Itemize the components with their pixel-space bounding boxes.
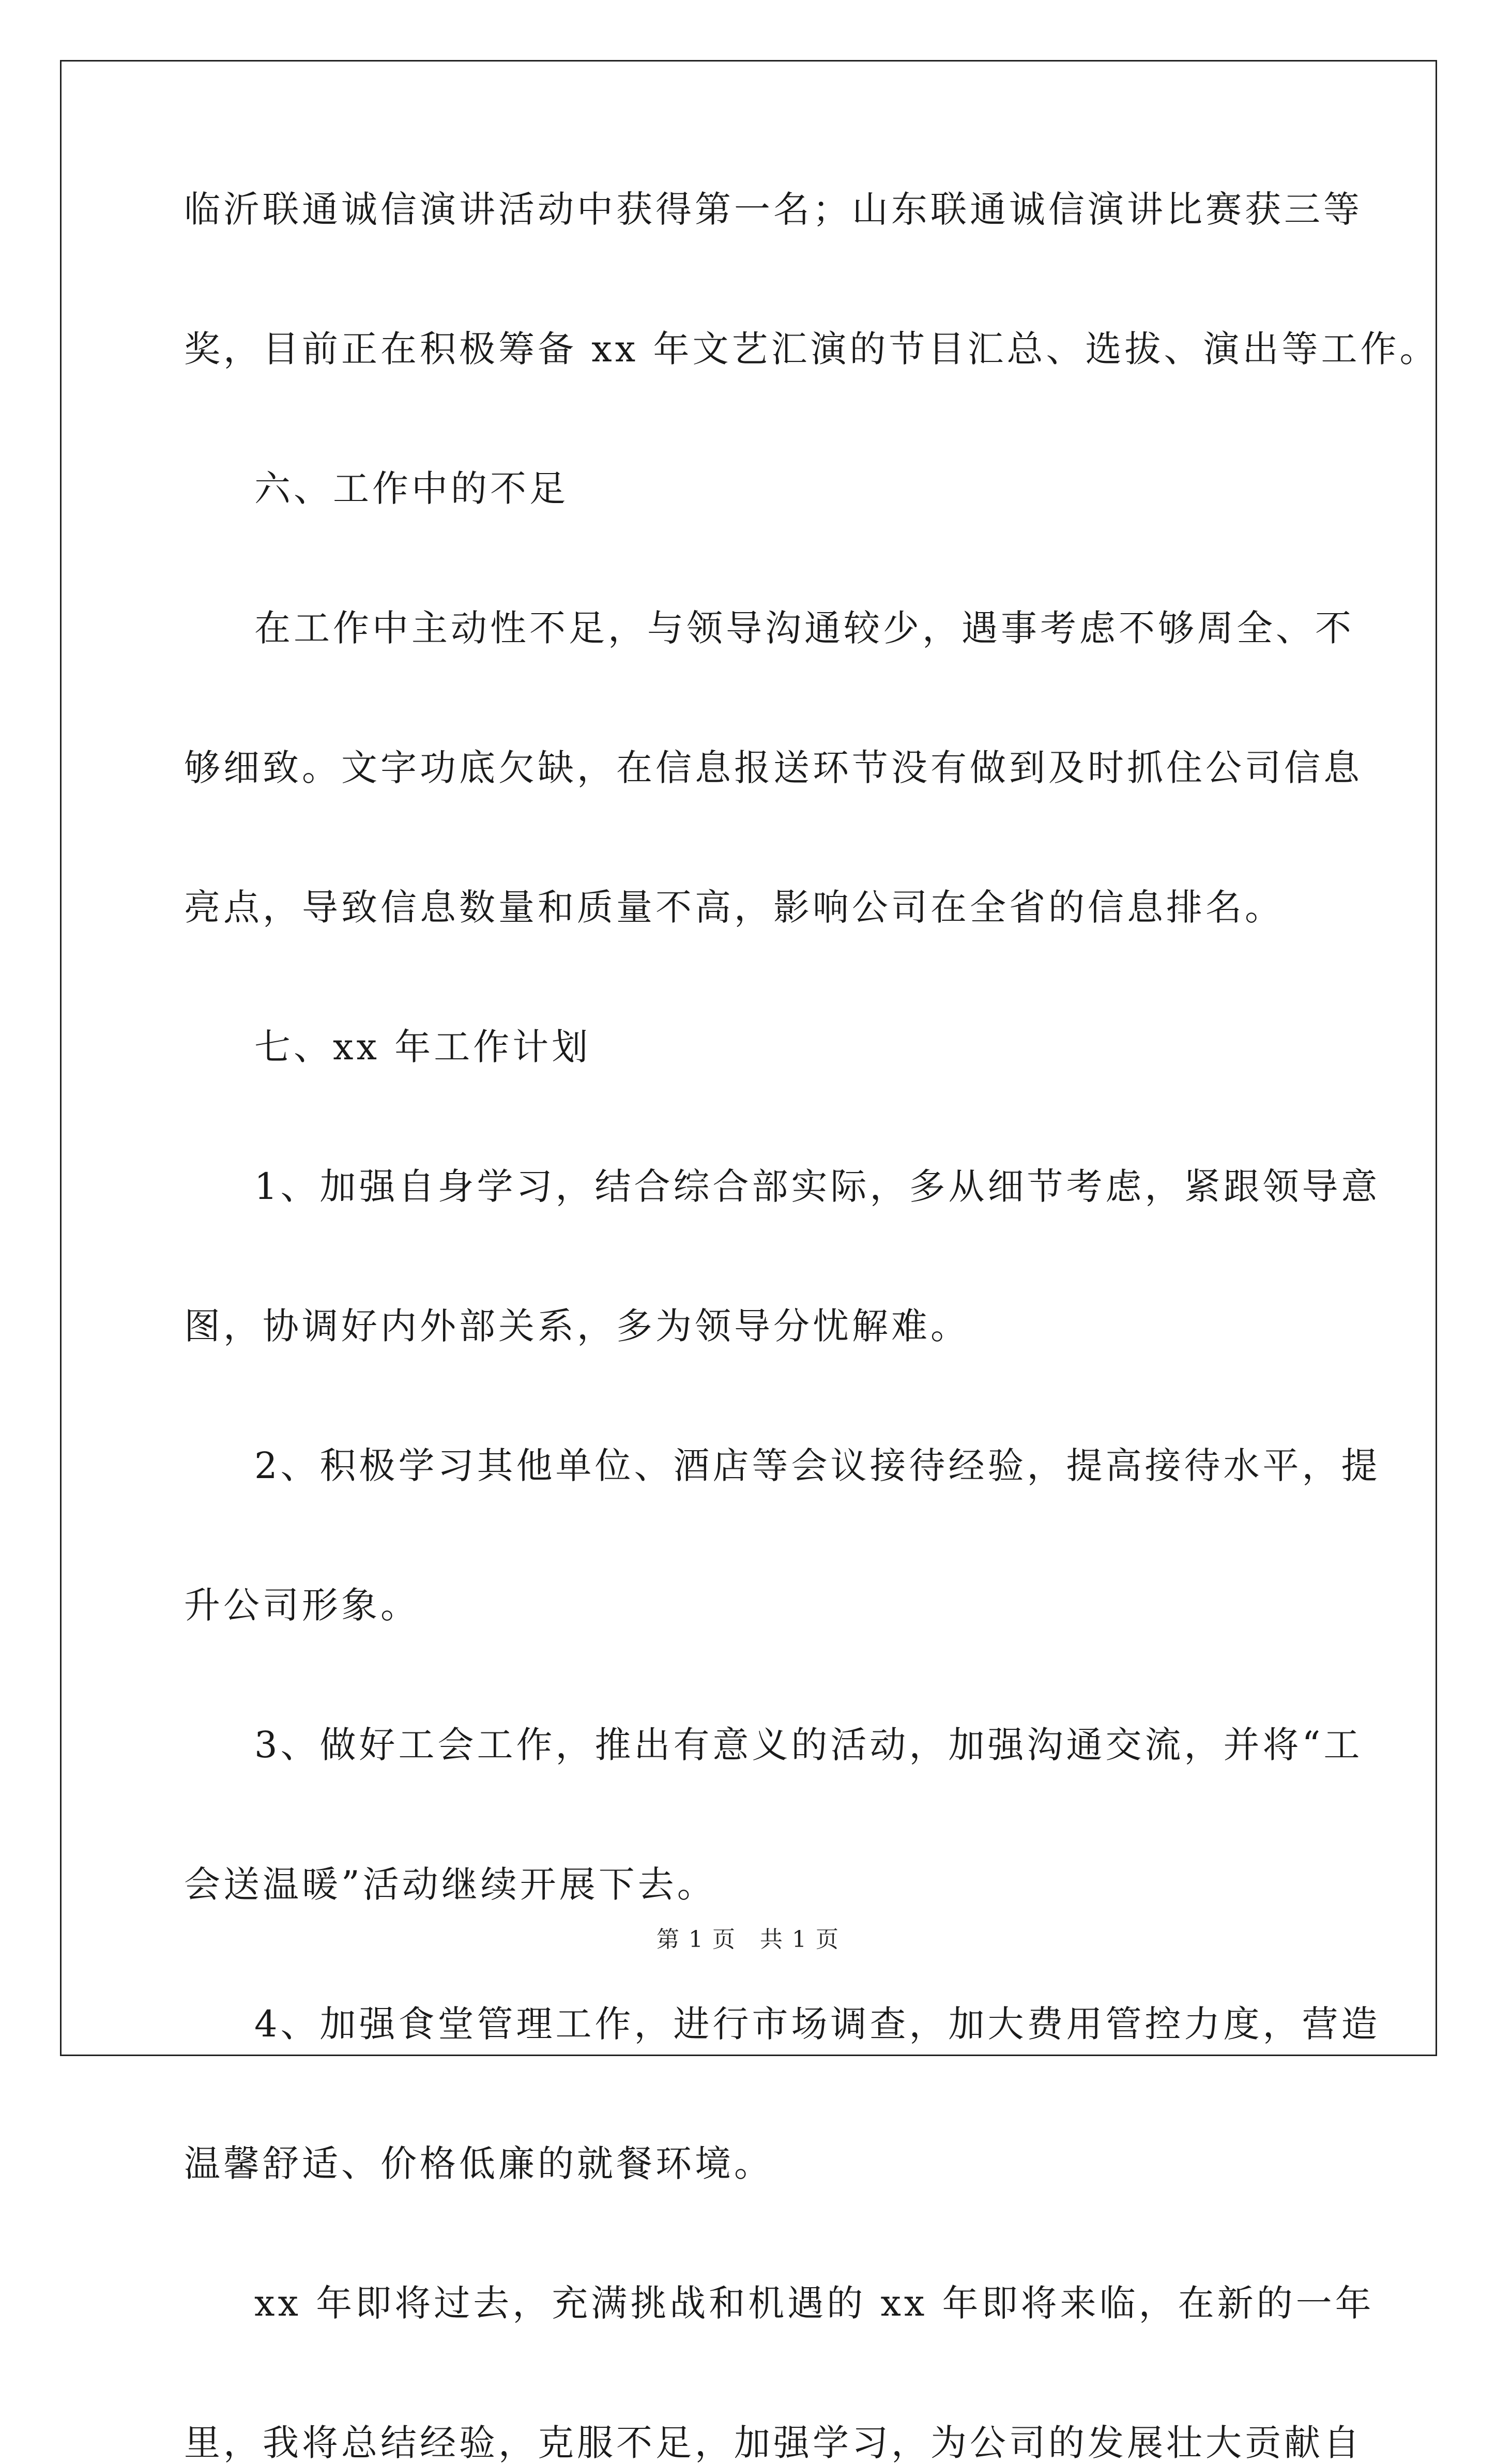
text-line: 里，我将总结经验，克服不足，加强学习，为公司的发展壮大贡献自 <box>184 2422 1363 2464</box>
text-line: 温馨舒适、价格低廉的就餐环境。 <box>184 2142 773 2185</box>
text-line: 4、加强食堂管理工作，进行市场调查，加大费用管控力度，营造 <box>254 2003 1381 2045</box>
text-line: 够细致。文字功底欠缺，在信息报送环节没有做到及时抓住公司信息 <box>184 747 1363 789</box>
section-heading: 六、工作中的不足 <box>254 467 569 510</box>
text-line: 3、做好工会工作，推出有意义的活动，加强沟通交流，并将“工 <box>254 1724 1363 1766</box>
text-line: 会送温暖”活动继续开展下去。 <box>184 1863 716 1906</box>
text-line: 临沂联通诚信演讲活动中获得第一名；山东联通诚信演讲比赛获三等 <box>184 188 1363 231</box>
document-body <box>184 188 1439 2464</box>
text-line: 升公司形象。 <box>184 1584 420 1626</box>
section-heading: 七、xx 年工作计划 <box>254 1026 591 1068</box>
text-line: 2、积极学习其他单位、酒店等会议接待经验，提高接待水平，提 <box>254 1444 1381 1487</box>
text-line: 图，协调好内外部关系，多为领导分忧解难。 <box>184 1305 970 1347</box>
text-line: 1、加强自身学习，结合综合部实际，多从细节考虑，紧跟领导意 <box>254 1165 1381 1208</box>
text-line: xx 年即将过去，充满挑战和机遇的 xx 年即将来临，在新的一年 <box>254 2282 1375 2324</box>
page-footer: 第 1 页 共 1 页 <box>657 1926 839 1953</box>
text-line: 亮点，导致信息数量和质量不高，影响公司在全省的信息排名。 <box>184 886 1284 929</box>
text-line: 在工作中主动性不足，与领导沟通较少，遇事考虑不够周全、不 <box>254 607 1354 649</box>
text-line: 奖，目前正在积极筹备 xx 年文艺汇演的节目汇总、选拔、演出等工作。 <box>184 328 1439 370</box>
